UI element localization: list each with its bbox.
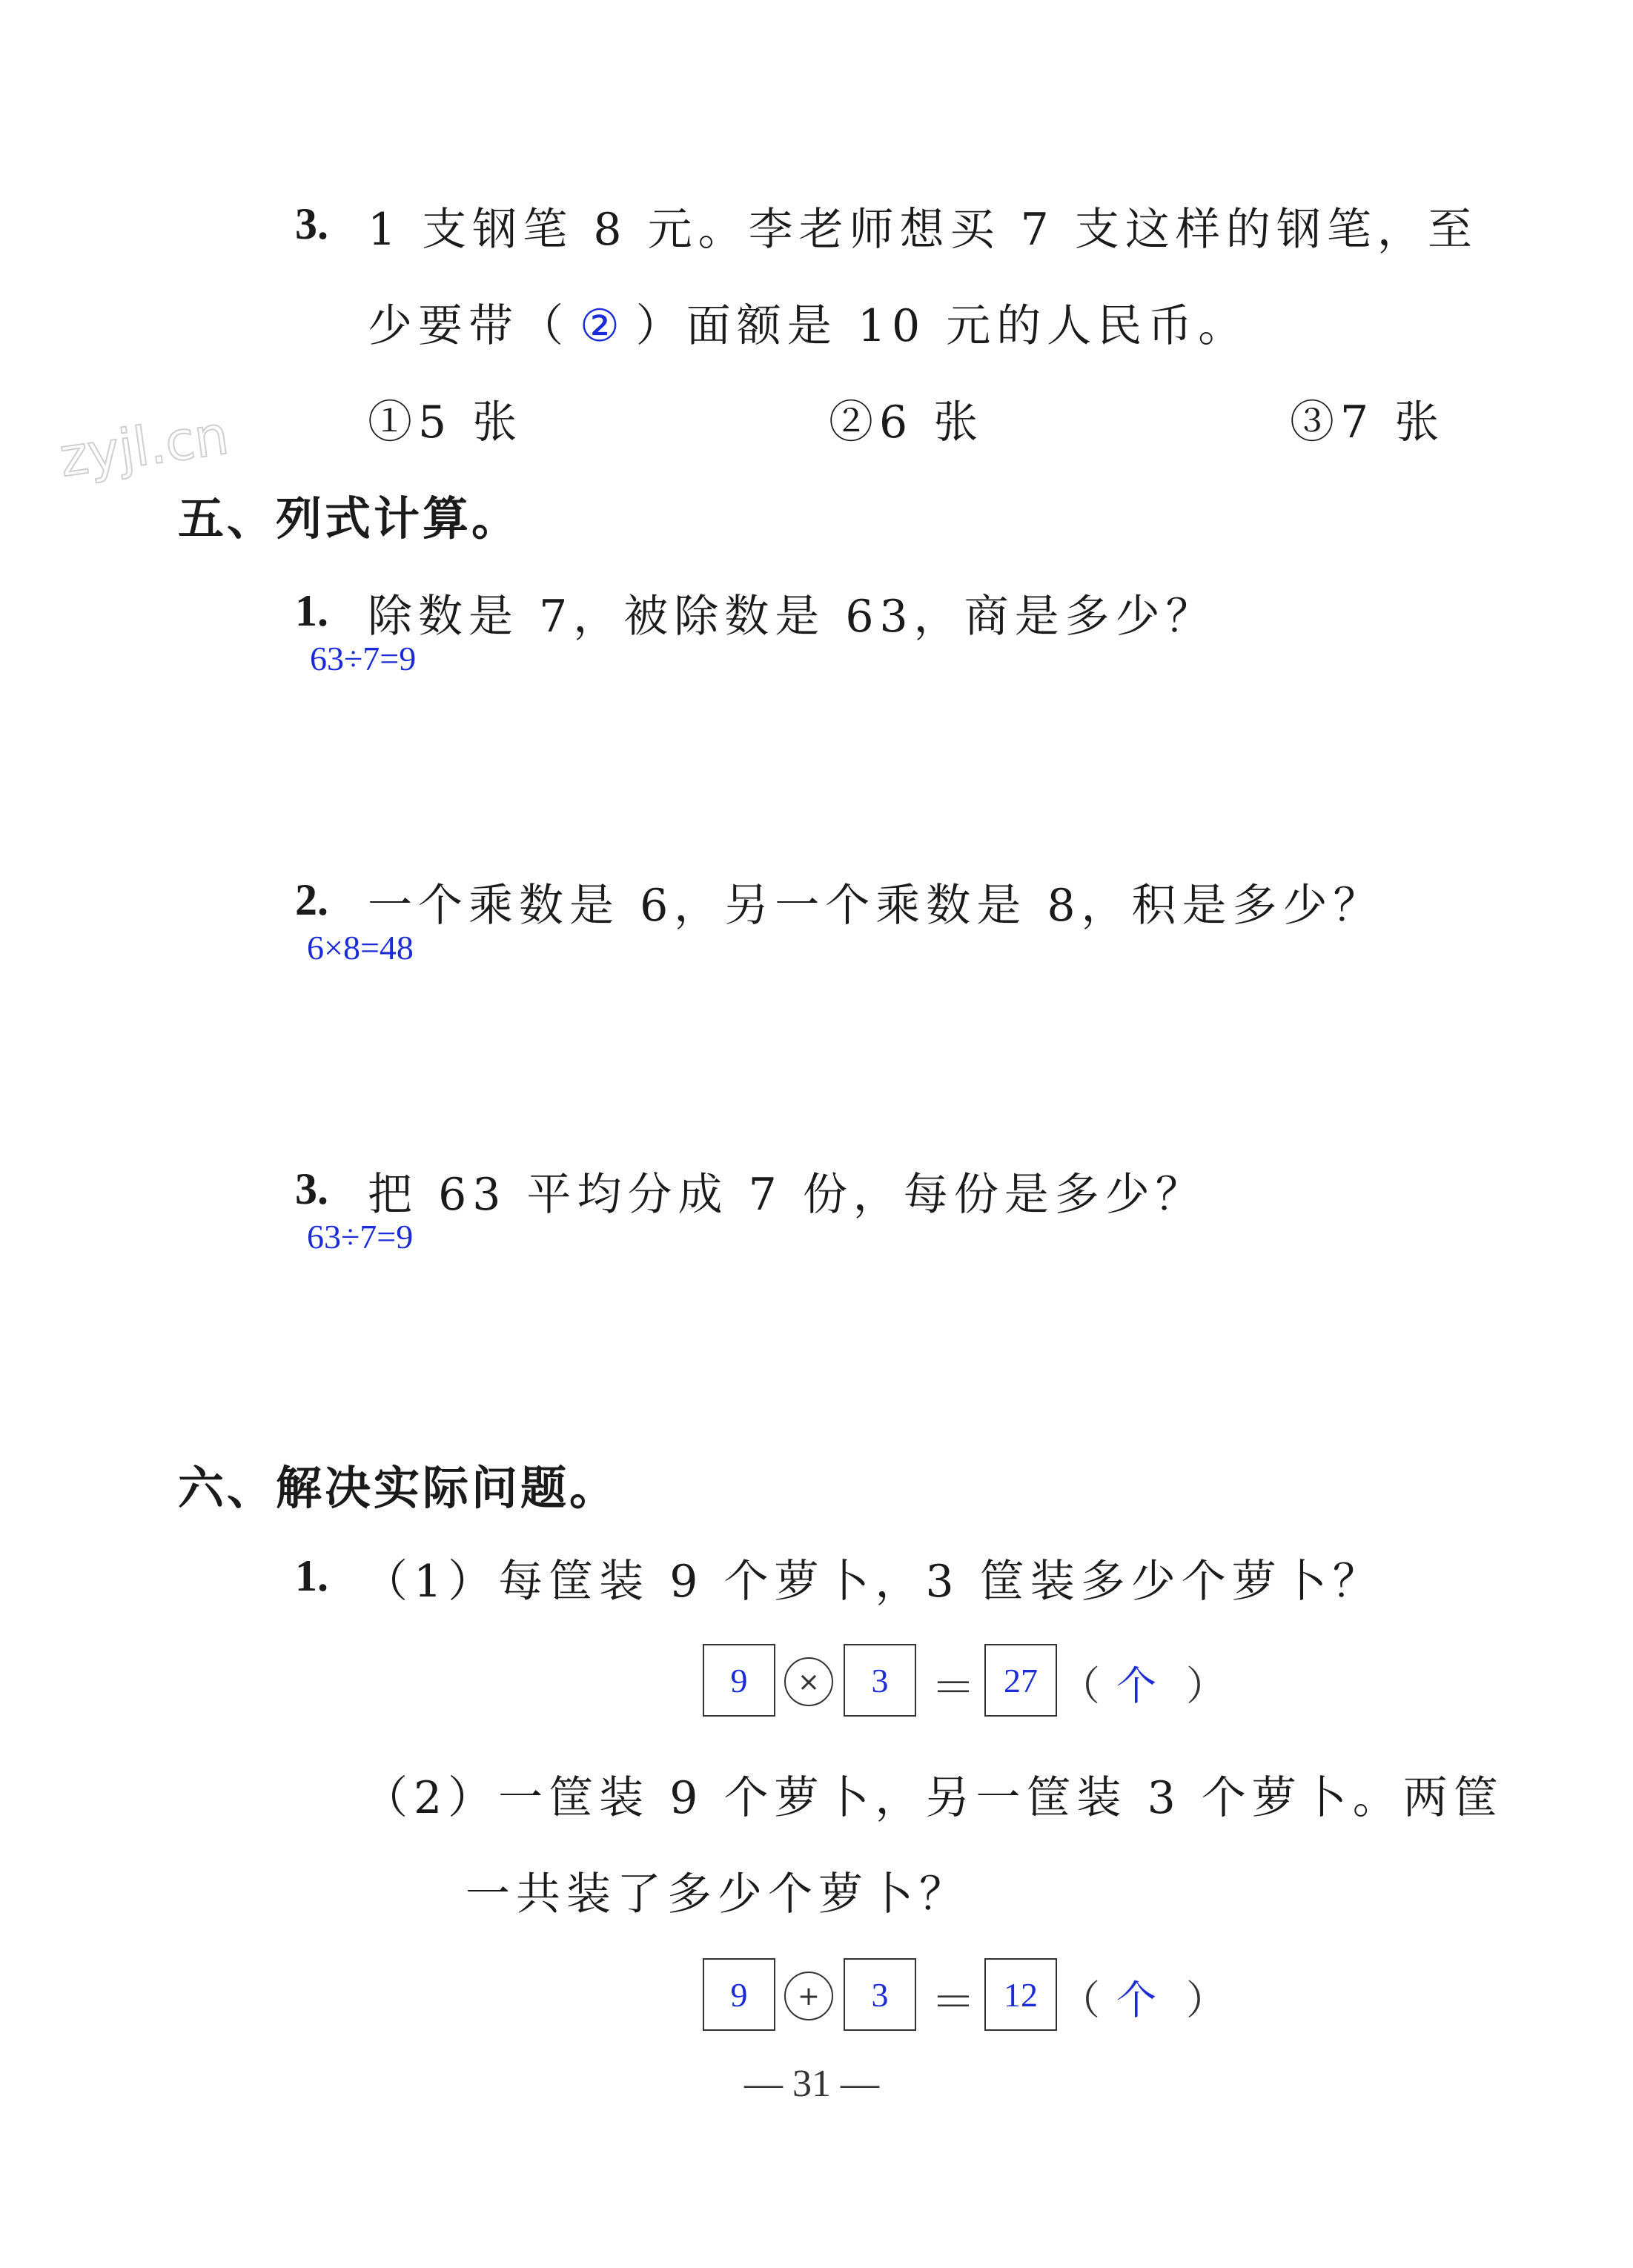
q3-option-3: ③7 张: [1290, 397, 1445, 448]
eq2-operand-a: 9: [703, 1958, 775, 2031]
watermark-logo: zyjl.cn: [56, 403, 233, 489]
s5-q2-text: 一个乘数是 6，另一个乘数是 8，积是多少？: [368, 880, 1384, 932]
eq2-operator: +: [784, 1972, 833, 2020]
q3-line2: [368, 291, 1248, 354]
q3-line2-pre: 少要带（: [368, 300, 569, 352]
q3-line1: 1 支钢笔 8 元。李老师想买 7 支这样的钢笔，至: [368, 204, 1478, 256]
q3-option-2: ②6 张: [829, 397, 984, 448]
eq1-result: 27: [984, 1644, 1057, 1717]
page-number: — 31 —: [744, 2063, 879, 2105]
eq2-paren-close: ）: [1186, 1977, 1226, 2023]
s5-q3-text: 把 63 平均分成 7 份，每份是多少？: [368, 1169, 1206, 1221]
eq2-equals: ＝: [931, 1978, 976, 2027]
eq1-equals: ＝: [931, 1664, 976, 1713]
s5-q1-answer: 63÷7=9: [310, 640, 417, 677]
s5-q2-answer: 6×8=48: [307, 929, 414, 966]
s5-q3-answer: 63÷7=9: [307, 1218, 414, 1256]
s6-q1-part2-line2: 一共装了多少个萝卜？: [466, 1869, 970, 1920]
eq2-operand-b: 3: [844, 1958, 916, 2031]
eq1-operand-a: 9: [703, 1644, 775, 1717]
eq1-operand-b: 3: [844, 1644, 916, 1717]
section6-title: 六、解决实际问题。: [178, 1461, 619, 1515]
s5-q3-number: 3.: [295, 1164, 328, 1213]
s5-q2-number: 2.: [295, 875, 328, 924]
eq1-operator: ×: [784, 1657, 833, 1706]
eq1-paren-close: ）: [1186, 1662, 1226, 1709]
eq2-paren-open: （: [1060, 1977, 1100, 2023]
q3-line2-post: ）面额是 10 元的人民币。: [635, 300, 1249, 352]
eq1-paren-open: （: [1060, 1662, 1100, 1709]
eq2-result: 12: [984, 1958, 1057, 2031]
q3-option-1: ①5 张: [368, 397, 523, 448]
q3-number: 3.: [295, 199, 328, 248]
s6-q1-part1: （1）每筐装 9 个萝卜，3 筐装多少个萝卜？: [363, 1556, 1383, 1608]
eq2-unit: 个: [1116, 1977, 1156, 2023]
section5-title: 五、列式计算。: [178, 491, 521, 546]
eq1-unit: 个: [1116, 1662, 1156, 1709]
s6-q1-part2-line1: （2）一筐装 9 个萝卜，另一筐装 3 个萝卜。两筐: [363, 1772, 1504, 1824]
s6-q1-number: 1.: [295, 1551, 328, 1600]
q3-answer: ②: [580, 300, 626, 352]
s5-q1-number: 1.: [295, 586, 328, 635]
s5-q1-text: 除数是 7，被除数是 63，商是多少？: [368, 591, 1216, 643]
